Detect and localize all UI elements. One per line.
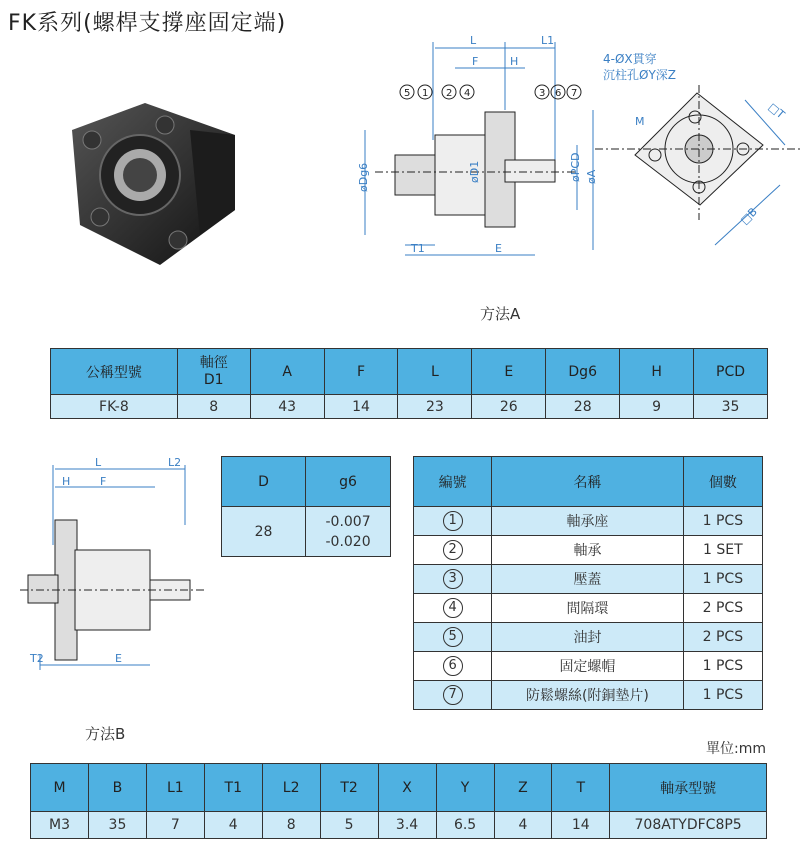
dim-d1: øD1 <box>468 160 481 183</box>
dim-a: øA <box>585 169 598 184</box>
part-number: 4 <box>443 598 463 618</box>
t2-header: X <box>378 764 436 812</box>
dimension-table-1 <box>50 348 768 419</box>
unit-label: 單位:mm <box>706 741 766 757</box>
dim-b: □B <box>737 205 760 228</box>
part-number-cell <box>414 507 492 536</box>
t1-header: A <box>250 349 324 395</box>
part-qty: 2 PCS <box>683 594 762 623</box>
part-qty: 1 PCS <box>683 507 762 536</box>
t2-cell: M3 <box>31 812 89 839</box>
tol-upper: -0.007 <box>325 513 371 530</box>
table-row <box>31 812 767 839</box>
dim-l1: L1 <box>541 34 555 47</box>
tolerance-table <box>221 456 391 557</box>
part-qty: 1 PCS <box>683 681 762 710</box>
t1-cell: 28 <box>546 395 620 419</box>
t2-cell: 3.4 <box>378 812 436 839</box>
part-number-cell <box>414 536 492 565</box>
t1-header: 公稱型號 <box>51 349 178 395</box>
dim-pcd: øPCD <box>569 152 582 182</box>
balloon-3: 3 <box>539 88 546 99</box>
balloon-2: 2 <box>446 88 453 99</box>
part-number: 6 <box>443 656 463 676</box>
t1-header: Dg6 <box>546 349 620 395</box>
hole-note-2: 沉柱孔ØY深Z <box>603 68 676 82</box>
part-qty: 1 PCS <box>683 565 762 594</box>
method-b-label: 方法B <box>85 725 126 743</box>
t2-cell: 14 <box>552 812 610 839</box>
t2-header: T2 <box>320 764 378 812</box>
part-name: 間隔環 <box>492 594 684 623</box>
parts-header: 名稱 <box>492 457 684 507</box>
t1-cell: FK-8 <box>51 395 178 419</box>
t2-cell: 4 <box>494 812 552 839</box>
tol-header: g6 <box>306 457 391 507</box>
part-name: 固定螺帽 <box>492 652 684 681</box>
t2-cell: 7 <box>146 812 204 839</box>
t2-header: L2 <box>262 764 320 812</box>
dim-b-l: L <box>95 456 102 469</box>
balloon-5: 5 <box>404 88 411 99</box>
table-row <box>222 507 391 557</box>
part-name: 軸承 <box>492 536 684 565</box>
part-number-cell <box>414 594 492 623</box>
table-row <box>414 565 763 594</box>
t1-header: H <box>620 349 694 395</box>
balloon-6: 6 <box>555 88 562 99</box>
part-qty: 1 PCS <box>683 652 762 681</box>
dim-b-e: E <box>115 652 122 665</box>
table-row <box>414 536 763 565</box>
dim-b-f: F <box>100 475 107 488</box>
t2-header: 軸承型號 <box>610 764 767 812</box>
t2-cell: 5 <box>320 812 378 839</box>
dim-b-t2: T2 <box>30 652 44 665</box>
part-name: 軸承座 <box>492 507 684 536</box>
dim-b-l2: L2 <box>168 456 182 469</box>
t2-header: Y <box>436 764 494 812</box>
tol-lower: -0.020 <box>325 533 371 550</box>
table-row <box>51 395 768 419</box>
part-qty: 1 SET <box>683 536 762 565</box>
part-number: 7 <box>443 685 463 705</box>
part-number: 3 <box>443 569 463 589</box>
parts-table <box>413 456 763 710</box>
parts-header: 個數 <box>683 457 762 507</box>
part-qty: 2 PCS <box>683 623 762 652</box>
t1-header: 軸徑 D1 <box>177 349 250 395</box>
balloon-4: 4 <box>464 88 471 99</box>
part-number: 2 <box>443 540 463 560</box>
dim-l: L <box>470 34 477 47</box>
t1-cell: 43 <box>250 395 324 419</box>
diagram-b <box>20 455 210 680</box>
part-number: 1 <box>443 511 463 531</box>
dimension-table-2 <box>30 763 767 839</box>
dim-t1: T1 <box>411 242 425 255</box>
t1-cell: 14 <box>324 395 398 419</box>
table-row <box>414 594 763 623</box>
dim-e: E <box>495 242 502 255</box>
part-name: 防鬆螺絲(附銅墊片) <box>492 681 684 710</box>
hole-note-1: 4-ØX貫穿 <box>603 52 657 66</box>
table-row <box>414 652 763 681</box>
t2-header: T <box>552 764 610 812</box>
table-row <box>414 623 763 652</box>
page-title: FK系列(螺桿支撐座固定端) <box>8 11 287 36</box>
method-a-label: 方法A <box>480 305 521 323</box>
t2-cell: 8 <box>262 812 320 839</box>
t1-cell: 8 <box>177 395 250 419</box>
dim-f: F <box>472 55 479 68</box>
t2-cell: 6.5 <box>436 812 494 839</box>
part-number-cell <box>414 565 492 594</box>
t2-header: Z <box>494 764 552 812</box>
t1-header: L <box>398 349 472 395</box>
balloon-7: 7 <box>571 88 578 99</box>
t2-header: L1 <box>146 764 204 812</box>
t1-cell: 9 <box>620 395 694 419</box>
dim-m: M <box>635 115 645 128</box>
t1-cell: 23 <box>398 395 472 419</box>
part-name: 壓蓋 <box>492 565 684 594</box>
t2-header: B <box>89 764 147 812</box>
t2-cell: 35 <box>89 812 147 839</box>
diagram-a-side <box>345 30 610 265</box>
dim-h: H <box>510 55 519 68</box>
tol-header: D <box>222 457 306 507</box>
t1-header: E <box>472 349 546 395</box>
t2-header: M <box>31 764 89 812</box>
tol-d-value: 28 <box>222 507 306 557</box>
t2-cell: 4 <box>204 812 262 839</box>
part-number-cell <box>414 681 492 710</box>
dim-t: □T <box>765 100 788 122</box>
part-number-cell <box>414 652 492 681</box>
dim-b-h: H <box>62 475 71 488</box>
t2-cell: 708ATYDFC8P5 <box>610 812 767 839</box>
parts-header: 編號 <box>414 457 492 507</box>
dim-dg6: øDg6 <box>357 162 370 192</box>
product-photo <box>60 95 250 270</box>
t1-header: F <box>324 349 398 395</box>
t2-header: T1 <box>204 764 262 812</box>
t1-header: PCD <box>694 349 768 395</box>
table-row <box>414 681 763 710</box>
t1-cell: 26 <box>472 395 546 419</box>
part-number-cell <box>414 623 492 652</box>
t1-cell: 35 <box>694 395 768 419</box>
part-number: 5 <box>443 627 463 647</box>
part-name: 油封 <box>492 623 684 652</box>
table-row <box>414 507 763 536</box>
diagram-a-front <box>595 45 800 270</box>
balloon-1: 1 <box>422 88 429 99</box>
